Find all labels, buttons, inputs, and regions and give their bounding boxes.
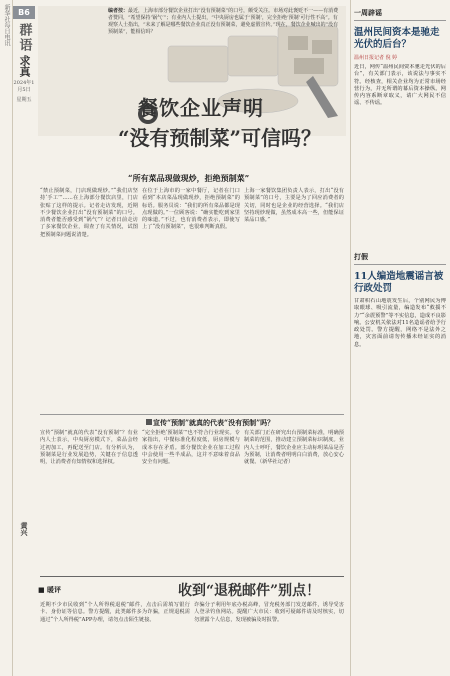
editor-note-text: 最近，上海市部分餐饮企业打出“没有预制菜”的口号，颇受关注。市场对此褒贬不一——有消费者赞同，“希望保持‘锅气’”；有业内人士提出，“中央厨房也属于‘预制’，完全拒绝‘预制’可行性不高”。有观察人士指出，“未来了解是哪些餐饮企业真正没有预制菜，避免虚假宣传。”现在，餐饮企业喊出的“没有预制菜”，能相信吗？ <box>108 8 339 35</box>
editor-note-label: 编者按： <box>108 8 129 14</box>
right-byline-1: 温州日报记者 倪 婷 <box>354 55 398 61</box>
column-title: 群语 <box>16 23 32 53</box>
body-column-b: 在位于上海市的一家中餐厅，记者在门口看到“本店菜品现做现炒，拒绝预制菜”的标语。服务员说：“我们的所有菜品都是现点现做的。”一位顾客说：“确实能吃到家里的味道。”不过，也有消费者表示，即使写上了“没有预制菜”，也很难判断真假。 <box>142 188 240 231</box>
editor-note <box>108 8 342 36</box>
section-subhead: 宣传“预制”就真的代表“没有预制”吗？ <box>153 418 275 427</box>
body-column-a: “禁止预制菜，门店现做现炒。”“我们店坚持‘手工’”……在上海部分餐饮店里，门店张贴了这样的提示。记者走访发现，近期不少餐饮企业打出“没有预制菜”的口号。消费者能否感受到“锅气”？记者日前走访了多家餐饮企业，调查了有关情况，试图把预制菜问题说清楚。 <box>40 188 138 238</box>
bottom-headline: 收到“退税邮件”别点！ <box>178 583 321 599</box>
page-sidebar <box>13 0 35 676</box>
bottom-section-label: ■ 暖评 <box>38 586 62 594</box>
section-rule <box>40 414 344 415</box>
bullet-mark <box>146 419 152 425</box>
edition-weekday: 星期五 <box>16 97 32 103</box>
body-column-f: 有关部门正在研究出台预制菜标准，明确预制菜的范围，推动建立预制菜标识制度。业内人士呼吁，餐饮企业应主动标明菜品是否为预制，让消费者明明白白消费，放心安心就餐。（新华社记者） <box>244 430 344 466</box>
right-section-label-1: 一周辟谣 <box>354 8 446 21</box>
body-column-d: 宣传“预制”就真的代表“没有预制”？有业内人士表示，中央厨房模式下，菜品会经过初加工，再配送至门店。有分析认为，预制菜是行业发展趋势，关键在于信息透明，让消费者有知情权和选择权。 <box>40 430 138 466</box>
sidebar-footer-text: 黄兴 <box>20 522 29 536</box>
sidebar-footer <box>13 520 35 536</box>
body-column-h: 诈骗分子利用年底办税高峰，冒充税务部门发送邮件，诱导受害人登录钓鱼网站。提醒广大市民：收到可疑邮件请及时核实，切勿泄露个人信息，发现被骗及时报警。 <box>194 602 344 623</box>
column-subtitle: 求真 <box>18 55 31 77</box>
article-subhead: “所有菜品现做现炒，拒绝预制菜” <box>128 173 250 183</box>
right-body-2: 甘肃积石山地震发生后，个别网民为博取眼球、吸引流量，编造发布“救援不力”“余震预警”等不实信息，造成不良影响。公安机关依法对11名造谣者给予行政处罚。警方提醒，网络不是法外之地，灾害面前请勿传播未经证实的消息。 <box>354 298 446 348</box>
body-column-c: 上海一家餐饮集团负责人表示，打出“没有预制菜”的口号，主要是为了回应消费者的关切，同时也是企业的经营选择。“我们店坚持现炒现做，虽然成本高一些，但能保证菜品口感。” <box>244 188 344 224</box>
bottom-rule <box>40 576 344 577</box>
edition-date: 2024年1月5日 <box>13 80 35 93</box>
headline-line-2: “没有预制菜”可信吗？ <box>118 126 322 150</box>
right-headline-2: 11人编造地震谣言被行政处罚 <box>354 271 444 294</box>
body-column-e: “完全拒绝‘预制菜’”也不符合行业现实。专家指出，中餐标准化程度低，厨房规模与成本存在矛盾。部分餐饮企业在加工过程中会使用一些半成品，这并不意味着食品安全有问题。 <box>142 430 240 466</box>
headline-line-1: 餐饮企业声明 <box>138 96 264 120</box>
right-body-1: 近日，网传“温州民间资本驰走光伏的后台”，有关部门表示，该说法与事实不符。经核查，相关企业均为正常市场经营行为，并无所谓的幕后资本操纵。网传内容系断章取义，请广大网民不信谣、不传谣。 <box>354 64 446 107</box>
page-number-badge: B6 <box>13 6 35 19</box>
edge-label: 新华社每日电讯 <box>3 4 10 46</box>
edge-strip <box>0 0 13 676</box>
right-section-label-2: 打假 <box>354 252 446 265</box>
body-column-g: 近期不少市民收到“个人所得税退税”邮件，点击后需填写银行卡、身份证等信息。警方提醒，此类邮件多为诈骗，正规退税需通过“个人所得税”APP办理，请勿点击陌生链接。 <box>40 602 190 623</box>
main-article-area <box>38 0 346 676</box>
right-column <box>350 0 446 676</box>
right-headline-1: 温州民间资本是驰走光伏的后台？ <box>354 27 440 50</box>
